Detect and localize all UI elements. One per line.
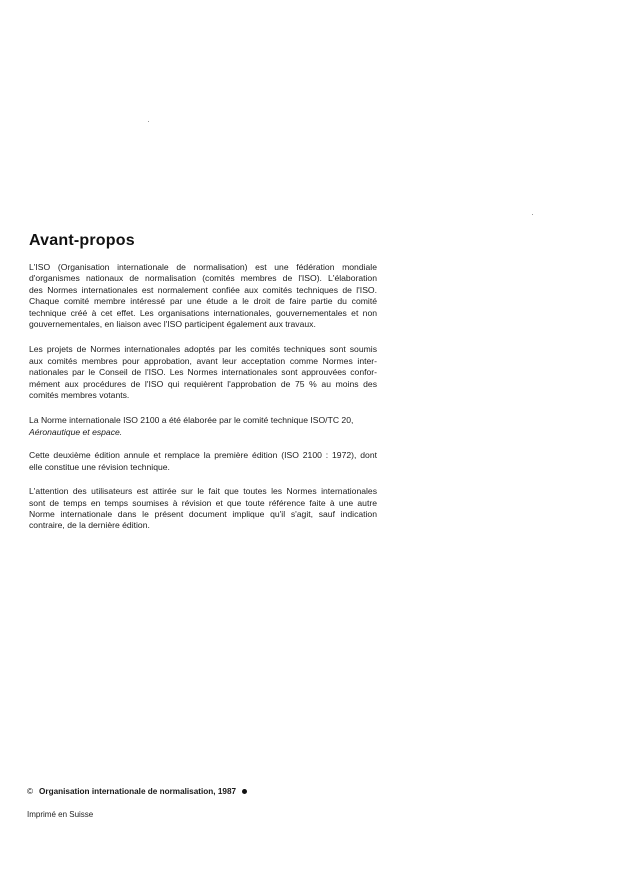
scan-speck <box>532 214 533 215</box>
section-heading: Avant-propos <box>29 232 135 249</box>
text-line: La Norme internationale ISO 2100 a été élaborée par le comité technique ISO/TC 20, <box>29 415 354 426</box>
printed-in: Imprimé en Suisse <box>27 810 94 819</box>
paragraph-iso-federation <box>29 262 377 330</box>
text-line: Chaque comité membre intéressé par une étude a le droit de faire partie du comité <box>29 296 377 307</box>
foreword-body <box>29 262 377 546</box>
paragraph-revision-notice <box>29 486 377 532</box>
bullet-icon <box>242 789 247 794</box>
copyright-icon: © <box>27 787 34 796</box>
scan-speck <box>148 121 149 122</box>
text-line: aux comités membres pour approbation, avant leur acceptation comme Normes inter- <box>29 355 377 366</box>
text-line: mément aux procédures de l'ISO qui requièrent l'approbation de 75 % au moins des <box>29 378 377 389</box>
copyright-text: Organisation internationale de normalisation, 1987 <box>39 787 237 796</box>
text-line: gouvernementales, en liaison avec l'ISO participent également aux travaux. <box>29 319 316 330</box>
paragraph-edition <box>29 450 377 473</box>
text-line: nationales par le Conseil de l'ISO. Les Normes internationales sont approuvées confor- <box>29 367 377 378</box>
paragraph-draft-approval <box>29 344 377 401</box>
text-line: technique créé à cet effet. Les organisations internationales, gouvernementales et non <box>29 307 377 318</box>
text-line: L'attention des utilisateurs est attirée sur le fait que toutes les Normes internationales <box>29 486 377 497</box>
text-line: des Normes internationales est normalement confiée aux comités techniques de l'ISO. <box>29 284 377 295</box>
copyright-notice <box>27 787 247 796</box>
text-line: d'organismes nationaux de normalisation (comités membres de l'ISO). L'élaboration <box>29 273 377 284</box>
text-line: contraire, de la dernière édition. <box>29 520 150 531</box>
text-line: sont de temps en temps soumises à révision et que toute référence faite à une autre <box>29 497 377 508</box>
text-line: Cette deuxième édition annule et remplace la première édition (ISO 2100 : 1972), dont <box>29 450 377 461</box>
text-line: L'ISO (Organisation internationale de normalisation) est une fédération mondiale <box>29 262 377 272</box>
committee-title: Aéronautique et espace. <box>29 426 123 437</box>
paragraph-iso-2100 <box>29 415 377 438</box>
text-line: Les projets de Normes internationales adoptés par les comités techniques sont soumis <box>29 344 377 355</box>
text-line: elle constitue une révision technique. <box>29 461 170 472</box>
text-line: comités membres votants. <box>29 390 130 401</box>
text-line: Norme internationale dans le présent document implique qu'il s'agit, sauf indication <box>29 508 377 519</box>
